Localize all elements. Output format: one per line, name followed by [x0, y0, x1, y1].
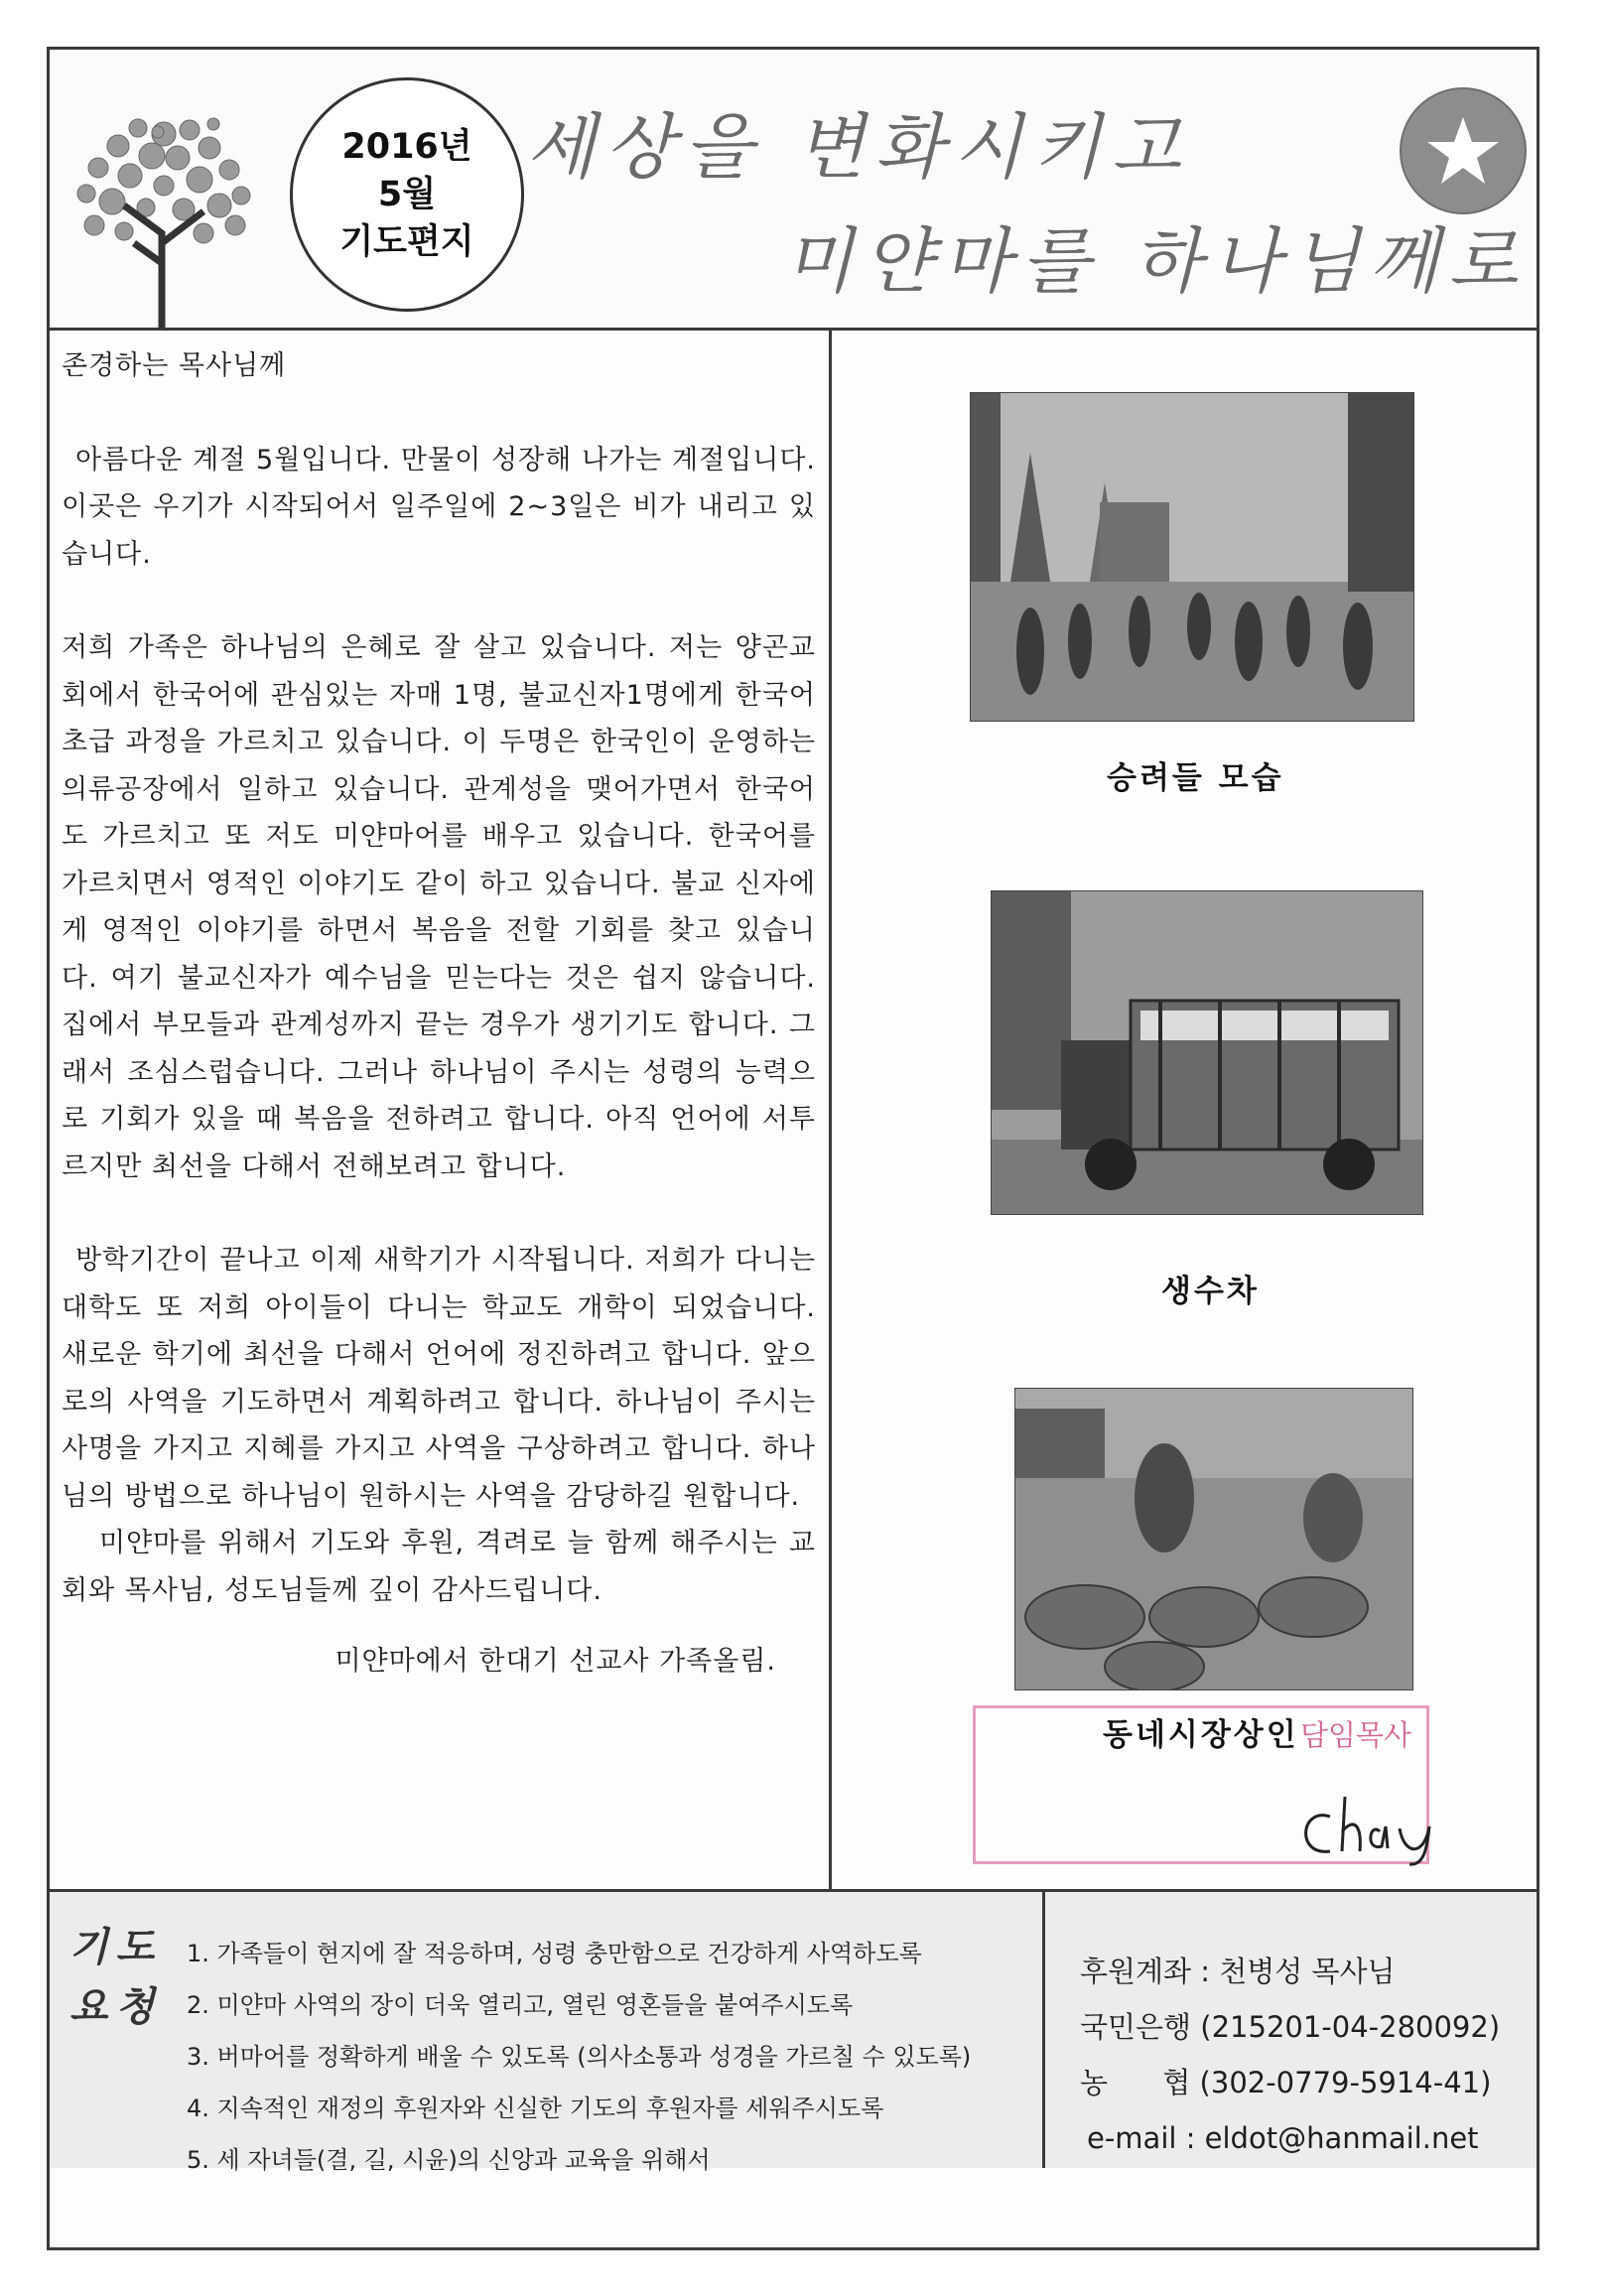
tree-logo [55, 94, 273, 333]
prayer-label-line2: 요청 [69, 1983, 163, 2030]
date-badge [290, 77, 524, 312]
photo-monks [970, 392, 1414, 722]
column-divider [829, 331, 832, 1889]
handwritten-signature [1290, 1787, 1489, 1866]
greeting: 존경하는 목사님께 [62, 350, 287, 381]
caption-water-truck: 생수차 [1161, 1274, 1260, 1309]
caption-monks: 승려들 모습 [1107, 760, 1284, 796]
letter-body [62, 342, 816, 1686]
date-month: 5월 [377, 174, 437, 214]
donation-account-info [1080, 1944, 1500, 2166]
paragraph-2: 저희 가족은 하나님의 은혜로 잘 살고 있습니다. 저는 양곤교회에서 한국어에 관심있는 자매 1명, 불교신자1명에게 한국어 초급 과정을 가르치고 있습니다. 이 두명은 한국인이 운영하는 의류공장에서 일하고 있습니다. 관계성을 맺어가면서 한국어도 가르치고 또 저도 미얀마어를 배우고 있습니다. 한국어를 가르치면서 영적인 이야기도 같이 하고 있습니다. 불교 신자에게 영적인 이야기를 하면서 복음을 전할 기회를 찾고 있습니다. 여기 불교신자가 예수님을 믿는다는 것은 쉽지 않습니다. 집에서 부모들과 관계성까지 끝는 경우가 생기기도 합니다. 그래서 조심스럽습니다. 그러나 하나님이 주시는 성령의 능력으로 기회가 있을 때 복음을 전하려고 합니다. 아직 언어에 서투르지만 최선을 다해서 전해보려고 합니다. [62, 632, 816, 1182]
photo-water-truck [991, 890, 1423, 1215]
prayer-item: 2. 미얀마 사역의 장이 더욱 열리고, 열린 영혼들을 붙여주시도록 [187, 1991, 854, 2019]
prayer-item: 4. 지속적인 재정의 후원자와 신실한 기도의 후원자를 세워주시도록 [187, 2094, 884, 2122]
prayer-label-line1: 기도 [69, 1924, 163, 1970]
letter-signature: 미얀마에서 한대기 선교사 가족올림. [335, 1646, 776, 1677]
paragraph-1: 아름다운 계절 5월입니다. 만물이 성장해 나가는 계절입니다. 이곳은 우기가 시작되어서 일주일에 2~3일은 비가 내리고 있습니다. [62, 444, 816, 570]
prayer-request-list [187, 1928, 971, 2186]
caption-market-vendors: 동네시장상인 [1103, 1717, 1299, 1753]
contact-email: e-mail : eldot@hanmail.net [1087, 2121, 1479, 2155]
account-holder: 후원계좌 : 천병성 목사님 [1080, 1955, 1396, 1988]
paragraph-4: 미얀마를 위해서 기도와 후원, 격려로 늘 함께 해주시는 교회와 목사님, 성도님들께 깊이 감사드립니다. [62, 1528, 816, 1606]
letter-type: 기도편지 [339, 222, 474, 263]
handwritten-slogan-line2: 미얀마를 하나님께로 [784, 219, 1528, 303]
star-badge [1400, 87, 1527, 214]
account-kookmin: 국민은행 (215201-04-280092) [1080, 2010, 1501, 2044]
prayer-item: 1. 가족들이 현지에 잘 적응하며, 성령 충만함으로 건강하게 사역하도록 [187, 1940, 922, 1967]
prayer-item: 3. 버마어를 정확하게 배울 수 있도록 (의사소통과 성경을 가르칠 수 있도록) [187, 2043, 972, 2071]
account-nonghyup: 농 협 (302-0779-5914-41) [1080, 2066, 1492, 2099]
handwritten-slogan-line1: 세상을 변화시키고 [526, 105, 1191, 189]
stamp-text: 담임목사 [1300, 1718, 1412, 1752]
date-year: 2016년 [341, 126, 472, 167]
prayer-item: 5. 세 자녀들(결, 길, 시윤)의 신앙과 교육을 위해서 [187, 2146, 711, 2174]
paragraph-3: 방학기간이 끝나고 이제 새학기가 시작됩니다. 저희가 다니는 대학도 또 저희 아이들이 다니는 학교도 개학이 되었습니다. 새로운 학기에 최선을 다해서 언어에 정진하려고 합니다. 앞으로의 사역을 기도하면서 계획하려고 합니다. 하나님이 주시는 사명을 가지고 지혜를 가지고 사역을 구상하려고 합니다. 하나님의 방법으로 하나님이 원하시는 사역을 감당하길 원합니다. [62, 1245, 816, 1512]
photo-market-vendors [1014, 1388, 1413, 1690]
star-icon [1423, 111, 1503, 191]
prayer-section-divider [1042, 1892, 1045, 2168]
